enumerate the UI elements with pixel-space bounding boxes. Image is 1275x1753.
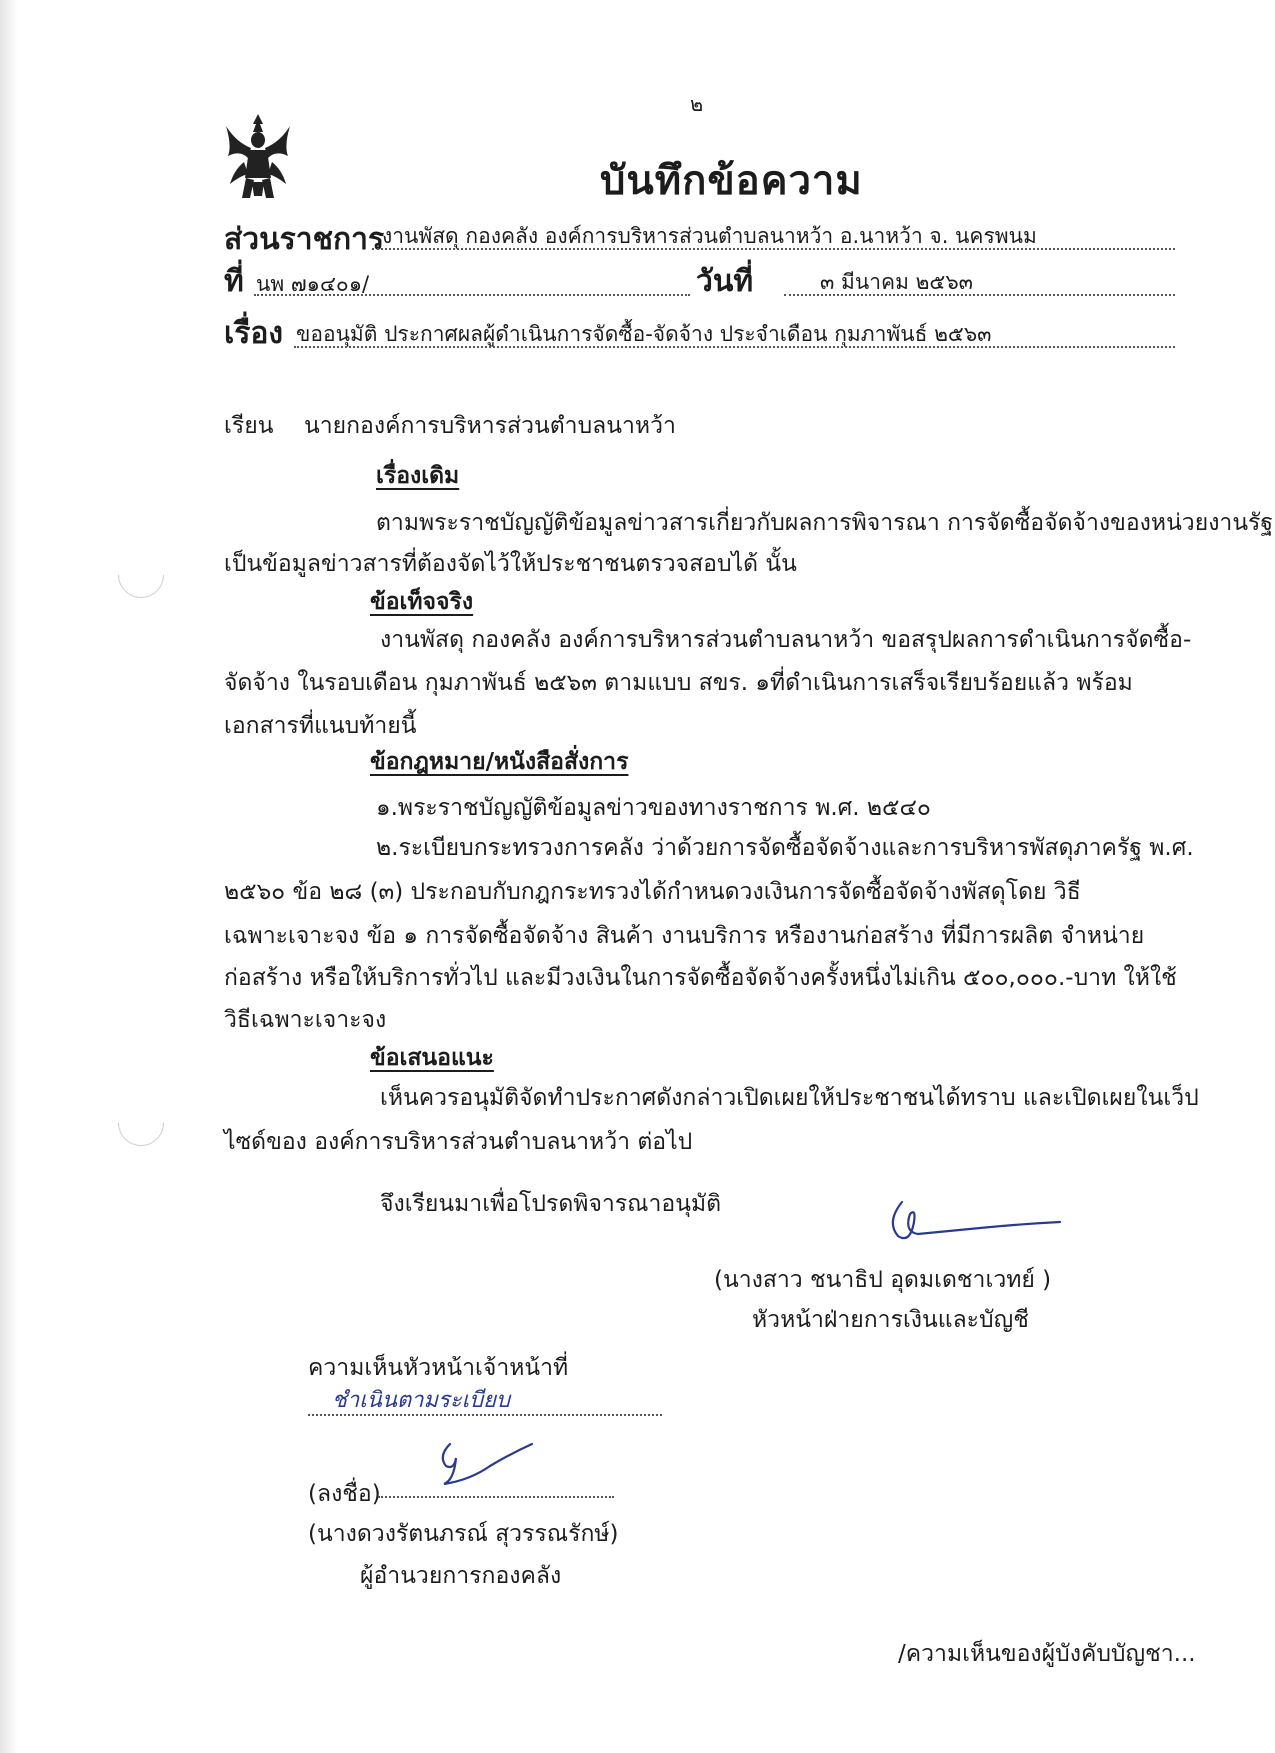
facts-line: งานพัสดุ กองคลัง องค์การบริหารส่วนตำบลนาหว้า ขอสรุปผลการดำเนินการจัดซื้อ- [380, 627, 1192, 653]
ref-label: ที่ [224, 264, 244, 299]
proposal-heading: ข้อเสนอแนะ [370, 1045, 494, 1071]
salutation-label: เรียน [224, 413, 274, 439]
subject-dotline [294, 346, 1175, 348]
agency-label: ส่วนราชการ [224, 222, 385, 257]
signatory2-position: ผู้อำนวยการกองคลัง [360, 1563, 562, 1589]
proposal-line: เห็นควรอนุมัติจัดทำประกาศดังกล่าวเปิดเผยให้ประชาชนได้ทราบ และเปิดเผยในเว็ป [380, 1085, 1199, 1111]
closing-line: จึงเรียนมาเพื่อโปรดพิจารณาอนุมัติ [380, 1191, 722, 1217]
signatory1-name: (นางสาว ชนาธิป อุดมเดชาเวทย์ ) [714, 1267, 1052, 1293]
facts-line: เอกสารที่แนบท้ายนี้ [224, 713, 417, 739]
date-dotline [784, 294, 1175, 296]
punch-hole-mark [108, 1090, 173, 1155]
date-label: วันที่ [696, 264, 754, 299]
sign-dotline [378, 1496, 614, 1498]
signature-scribble-icon [420, 1436, 540, 1496]
salutation-to: นายกองค์การบริหารส่วนตำบลนาหว้า [304, 413, 676, 439]
subject-value: ขออนุมัติ ประกาศผลผู้ดำเนินการจัดซื้อ-จัดจ้าง ประจำเดือน กุมภาพันธ์ ๒๕๖๓ [296, 322, 992, 346]
signatory1-position: หัวหน้าฝ่ายการเงินและบัญชี [752, 1307, 1029, 1333]
law-line: ๒๕๖๐ ข้อ ๒๘ (๓) ประกอบกับกฎกระทรวงได้กำหนดวงเงินการจัดซื้อจัดจ้างพัสดุโดย วิธี [224, 879, 1081, 905]
comment-label: ความเห็นหัวหน้าเจ้าหน้าที่ [308, 1355, 569, 1381]
ref-value: นพ ๗๑๔๐๑/ [256, 272, 370, 296]
law-line: เฉพาะเจาะจง ข้อ ๑ การจัดซื้อจัดจ้าง สินค้า งานบริการ หรืองานก่อสร้าง ที่มีการผลิต จำหน่าย [224, 923, 1145, 949]
comment-dotline [308, 1414, 662, 1416]
proposal-line: ไซด์ของ องค์การบริหารส่วนตำบลนาหว้า ต่อไป [224, 1129, 693, 1155]
page-number: ๒ [690, 92, 704, 116]
handwritten-comment: ชำเนินตามระเบียบ [332, 1388, 510, 1413]
signature-scribble-icon [880, 1192, 1070, 1262]
law-line: ๒.ระเบียบกระทรวงการคลัง ว่าด้วยการจัดซื้อจัดจ้างและการบริหารพัสดุภาครัฐ พ.ศ. [376, 835, 1194, 861]
law-line: ๑.พระราชบัญญัติข้อมูลข่าวของทางราชการ พ.ศ. ๒๕๔๐ [376, 795, 931, 821]
law-line: วิธีเฉพาะเจาะจง [224, 1007, 387, 1033]
background-line: เป็นข้อมูลข่าวสารที่ต้องจัดไว้ให้ประชาชนตรวจสอบได้ นั้น [224, 551, 797, 577]
signatory2-name: (นางดวงรัตนภรณ์ สุวรรณรักษ์) [308, 1521, 619, 1547]
law-line: ก่อสร้าง หรือให้บริการทั่วไป และมีวงเงินในการจัดซื้อจัดจ้างครั้งหนึ่งไม่เกิน ๕๐๐,๐๐๐.-บาท ให้ใช้ [224, 965, 1177, 991]
facts-line: จัดจ้าง ในรอบเดือน กุมภาพันธ์ ๒๕๖๓ ตามแบบ สขร. ๑ที่ดำเนินการเสร็จเรียบร้อยแล้ว พร้อม [224, 670, 1133, 696]
law-heading: ข้อกฎหมาย/หนังสือสั่งการ [370, 749, 629, 775]
continuation-note: /ความเห็นของผู้บังคับบัญชา... [898, 1641, 1196, 1667]
sign-label: (ลงชื่อ) [308, 1481, 381, 1507]
agency-value: งานพัสดุ กองคลัง องค์การบริหารส่วนตำบลนาหว้า อ.นาหว้า จ. นครพนม [382, 224, 1037, 248]
facts-heading: ข้อเท็จจริง [370, 589, 474, 615]
background-heading: เรื่องเดิม [376, 463, 460, 489]
subject-label: เรื่อง [224, 316, 284, 351]
garuda-emblem-icon [222, 112, 294, 204]
ref-dotline [254, 294, 690, 296]
agency-dotline [372, 248, 1175, 250]
scan-edge-shadow [0, 0, 18, 1753]
document-title: บันทึกข้อความ [600, 158, 863, 204]
punch-hole-mark [108, 542, 173, 607]
background-line: ตามพระราชบัญญัติข้อมูลข่าวสารเกี่ยวกับผลการพิจารณา การจัดซื้อจัดจ้างของหน่วยงานรัฐ [376, 510, 1274, 536]
date-value: ๓ มีนาคม ๒๕๖๓ [820, 270, 974, 294]
